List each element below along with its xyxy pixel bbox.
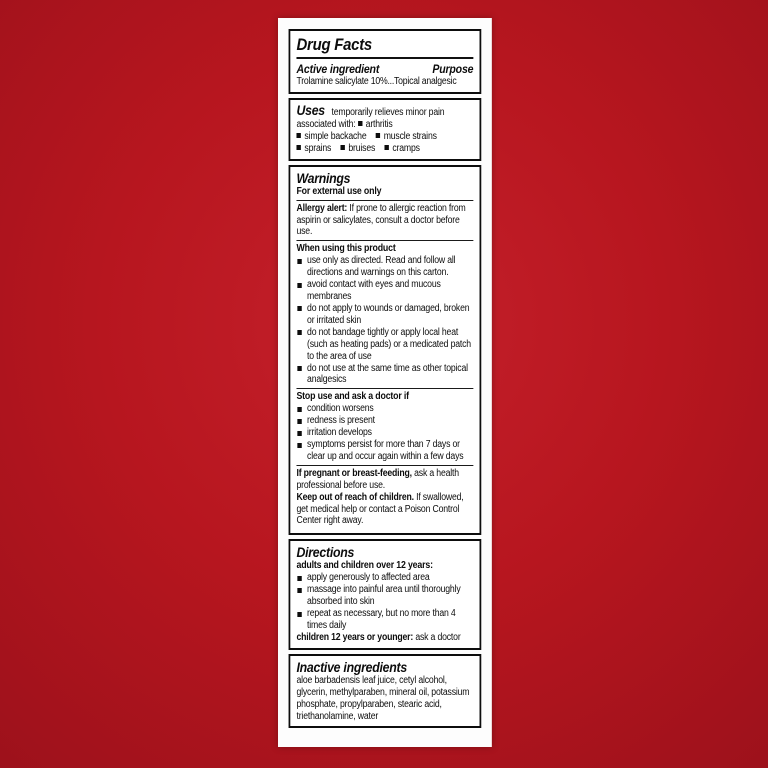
- when-using-title: When using this product: [296, 243, 396, 255]
- warning-item-text: do not apply to wounds or damaged, broken or irritated skin: [307, 302, 470, 326]
- warning-item-text: do not bandage tightly or apply local heat (such as heating pads) or a medicated patch to the area of use: [307, 326, 471, 362]
- bullet-square-icon: [297, 612, 301, 617]
- uses-list-item: [384, 143, 419, 155]
- bullet-square-icon: [297, 283, 301, 288]
- warning-list-item: [296, 427, 473, 439]
- uses-paragraph: [296, 102, 473, 155]
- allergy-alert-text: If prone to allergic reaction from aspirin or salicylates, consult a doctor before use.: [296, 202, 466, 238]
- warning-list-item: [296, 363, 473, 387]
- warning-item-text: use only as directed. Read and follow all directions and warnings on this carton.: [307, 255, 456, 279]
- children-paragraph: [296, 632, 473, 644]
- stop-use-list: [296, 403, 473, 463]
- inactive-ingredients-title: Inactive ingredients: [296, 658, 407, 675]
- warning-list-item: [296, 255, 473, 279]
- uses-box: [289, 98, 482, 161]
- bullet-square-icon: [297, 259, 301, 264]
- direction-list-item: [296, 608, 473, 632]
- directions-box: [289, 539, 482, 649]
- warning-list-item: [296, 327, 473, 363]
- bullet-square-icon: [297, 366, 301, 371]
- warnings-divider: [296, 388, 473, 389]
- stop-use-title: Stop use and ask a doctor if: [296, 391, 409, 403]
- uses-list-item: [358, 119, 393, 131]
- warnings-divider: [296, 465, 473, 466]
- warnings-divider: [296, 240, 473, 241]
- uses-list-item: [376, 131, 437, 143]
- uses-list-item: [340, 143, 375, 155]
- uses-item-text: arthritis: [365, 118, 393, 130]
- inactive-ingredients-text: aloe barbadensis leaf juice, cetyl alcohol, glycerin, methylparaben, mineral oil, potassium phosphate, propylparaben, stearic acid, triethanolamine, water: [296, 674, 470, 722]
- bullet-square-icon: [296, 133, 300, 138]
- allergy-alert-label: Allergy alert:: [296, 202, 348, 214]
- uses-item-text: simple backache: [304, 130, 367, 142]
- bullet-square-icon: [358, 121, 362, 126]
- children-text: ask a doctor: [415, 631, 461, 643]
- bullet-square-icon: [384, 145, 388, 150]
- bullet-square-icon: [296, 145, 300, 150]
- uses-item-text: bruises: [348, 142, 376, 154]
- bullet-square-icon: [340, 145, 344, 150]
- keep-out-text: If swallowed, get medical help or contact a Poison Control Center right away.: [296, 491, 464, 527]
- warning-list-item: [296, 303, 473, 327]
- direction-list-item: [296, 572, 473, 584]
- warnings-box: [289, 165, 482, 536]
- bullet-square-icon: [297, 330, 301, 335]
- children-label: children 12 years or younger:: [296, 631, 414, 643]
- pregnant-label: If pregnant or breast-feeding,: [296, 467, 412, 479]
- warning-item-text: condition worsens: [307, 403, 374, 415]
- ingredient-line: Trolamine salicylate 10%...Topical analgesic: [296, 76, 457, 87]
- pregnant-text: ask a health professional before use.: [296, 467, 459, 491]
- warning-item-text: irritation develops: [307, 427, 372, 439]
- active-ingredient-label: Active ingredient: [296, 62, 380, 76]
- direction-item-text: apply generously to affected area: [307, 572, 430, 584]
- keep-out-label: Keep out of reach of children.: [296, 491, 414, 503]
- keep-out-paragraph: [296, 492, 473, 528]
- drug-facts-header-box: [289, 29, 482, 94]
- warning-list-item: [296, 439, 473, 463]
- warning-item-text: symptoms persist for more than 7 days or clear up and occur again within a few days: [307, 439, 464, 462]
- direction-item-text: repeat as necessary, but no more than 4 times daily: [307, 608, 456, 631]
- directions-title: Directions: [296, 544, 355, 561]
- drug-facts-title: Drug Facts: [296, 35, 372, 54]
- bullet-square-icon: [297, 306, 301, 311]
- warning-item-text: redness is present: [307, 415, 375, 427]
- warnings-title: Warnings: [296, 169, 351, 186]
- title-divider: [296, 57, 473, 59]
- purpose-label: Purpose: [432, 62, 474, 76]
- bullet-square-icon: [297, 407, 301, 412]
- warning-list-item: [296, 279, 473, 303]
- warning-item-text: avoid contact with eyes and mucous membranes: [307, 279, 441, 303]
- warning-list-item: [296, 415, 473, 427]
- bullet-square-icon: [297, 431, 301, 436]
- uses-item-text: muscle strains: [383, 130, 437, 142]
- bullet-square-icon: [297, 576, 301, 581]
- uses-intro: temporarily relieves minor pain associated with:: [296, 107, 445, 130]
- bullet-square-icon: [297, 443, 301, 448]
- warning-item-text: do not use at the same time as other topical analgesics: [307, 362, 468, 386]
- bullet-square-icon: [297, 588, 301, 593]
- bullet-square-icon: [297, 419, 301, 424]
- external-use-subtitle: For external use only: [296, 185, 382, 197]
- uses-item-text: sprains: [304, 142, 332, 154]
- direction-item-text: massage into painful area until thoroughly absorbed into skin: [307, 584, 461, 608]
- uses-item-text: cramps: [392, 142, 420, 154]
- active-ingredient-row: [296, 62, 473, 76]
- pregnant-paragraph: [296, 468, 473, 492]
- bullet-square-icon: [376, 133, 380, 138]
- allergy-alert-paragraph: [296, 203, 473, 239]
- drug-facts-label-panel: [278, 18, 492, 747]
- warning-list-item: [296, 403, 473, 415]
- directions-list: [296, 572, 473, 632]
- adults-label: adults and children over 12 years:: [296, 560, 433, 572]
- when-using-list: [296, 255, 473, 386]
- direction-list-item: [296, 584, 473, 608]
- uses-list-item: [296, 143, 331, 155]
- uses-list-item: [296, 131, 366, 143]
- uses-title: Uses: [296, 102, 325, 118]
- inactive-ingredients-box: [289, 654, 482, 729]
- warnings-divider: [296, 200, 473, 201]
